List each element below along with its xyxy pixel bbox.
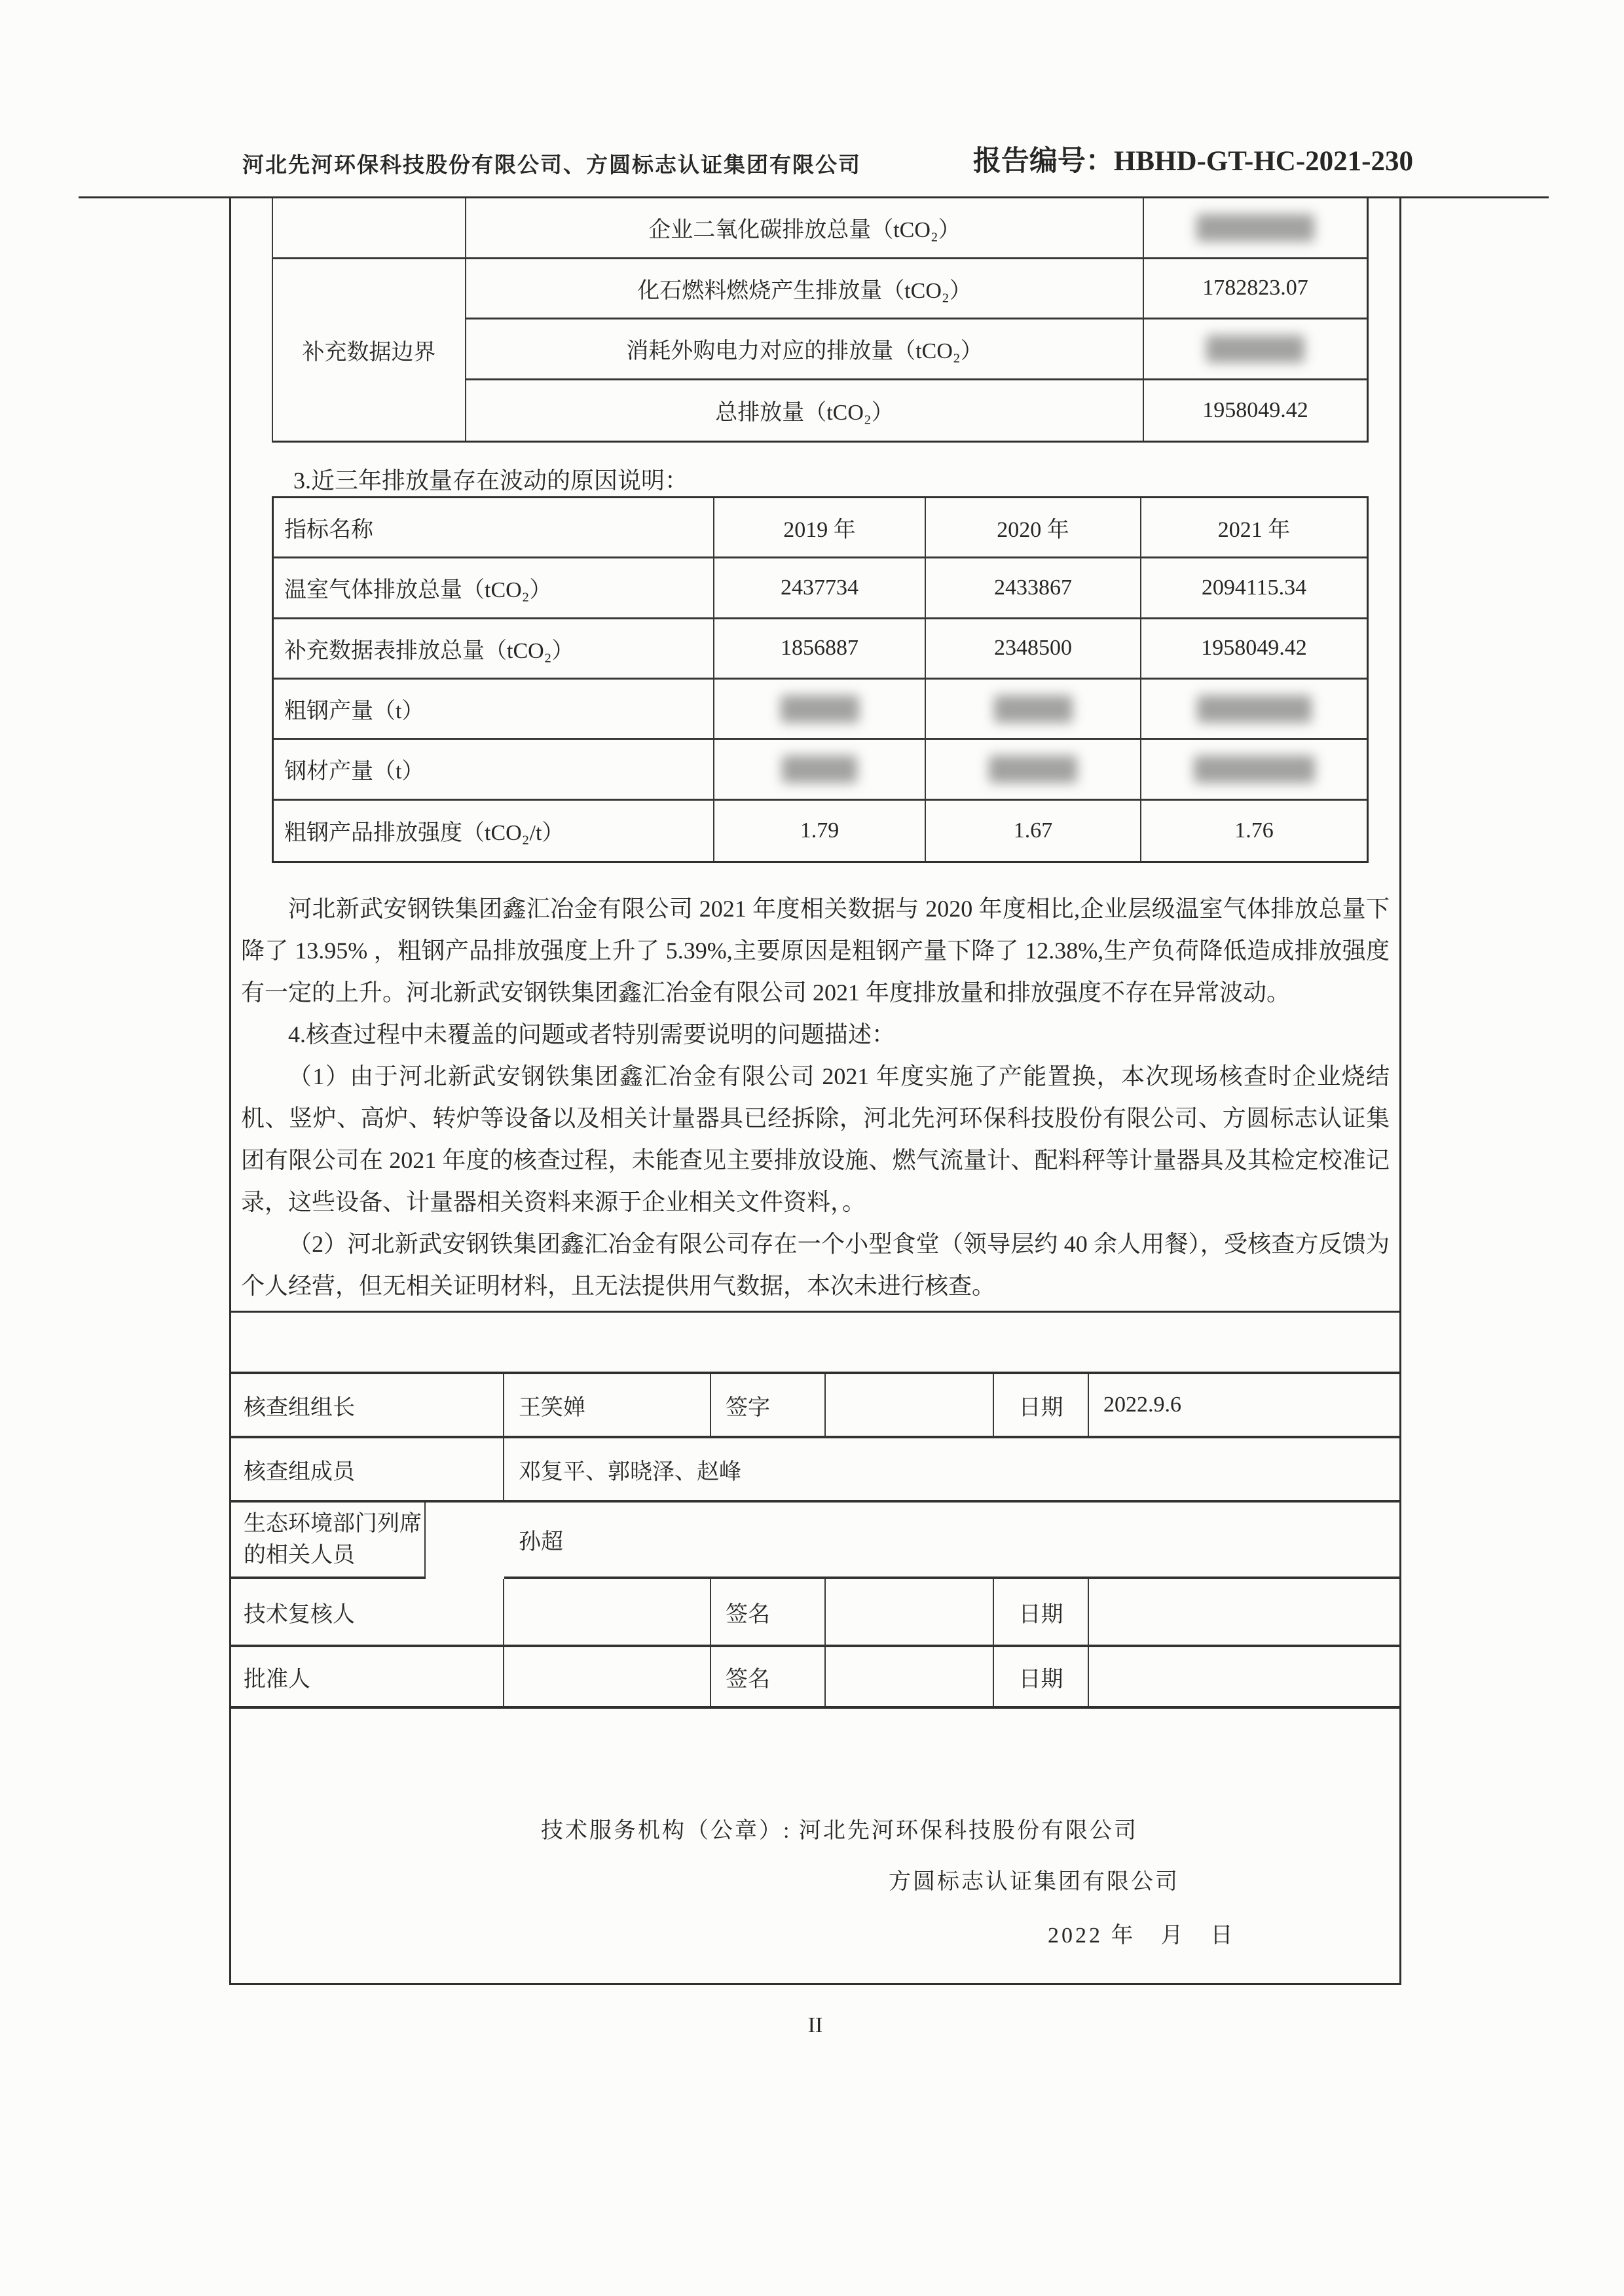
redacted-value <box>1141 680 1367 740</box>
supplement-row-item: 化石燃料燃烧产生排放量（tCO₂） <box>466 259 1144 320</box>
redacted-value <box>926 740 1141 800</box>
date-value: 2022.9.6 <box>1089 1374 1401 1438</box>
redacted-value <box>1144 198 1367 259</box>
sign-label: 签名 <box>711 1647 826 1706</box>
row-label: 补充数据表排放总量（tCO₂） <box>274 619 714 680</box>
row-label: 粗钢产量（t） <box>274 680 714 740</box>
supplement-group-label: 补充数据边界 <box>273 259 466 441</box>
signature-space <box>826 1647 994 1706</box>
date-label: 日期 <box>994 1374 1089 1438</box>
row-label: 钢材产量（t） <box>274 740 714 800</box>
column-header: 2019 年 <box>714 498 926 558</box>
section4-heading: 4.核查过程中未覆盖的问题或者特别需要说明的问题描述： <box>288 1021 896 1048</box>
report-number-value: HBHD-GT-HC-2021-230 <box>1113 146 1413 177</box>
row-value: 2348500 <box>926 619 1141 680</box>
env-dept-value: 孙超 <box>504 1503 1401 1579</box>
row-value: 1856887 <box>714 619 926 680</box>
supplement-row-item: 企业二氧化碳排放总量（tCO₂） <box>466 198 1144 259</box>
redacted-value <box>926 680 1141 740</box>
closing-date-line: 2022 年 月 日 <box>1048 1923 1236 1948</box>
paragraph-item1: （1）由于河北新武安钢铁集团鑫汇冶金有限公司 2021 年度实施了产能置换，本次现场核查时企业烧结机、竖炉、高炉、转炉等设备以及相关计量器具已经拆除，河北先河环保科技股份有限公司、方圆标志认证集团有限公司在 2021 年度的核查过程，未能查见主要排放设施、燃气流量计、配料秤等计量器具及其检定校准记录，这些设备、计量器相关资料来源于企业相关文件资料，。 <box>241 1063 1390 1215</box>
blur-blob <box>1196 214 1314 242</box>
paragraph-comparison: 河北新武安钢铁集团鑫汇冶金有限公司 2021 年度相关数据与 2020 年度相比,企业层级温室气体排放总量下降了 13.95% ，粗钢产品排放强度上升了 5.39%,主要原因是粗钢产量下降了 12.38%,生产负荷降低造成排放强度有一定的上升。河北新武安钢铁集团鑫汇冶金有限公司 2021 年度排放量和排放强度不存在异常波动。 <box>241 896 1390 1006</box>
row-value: 1958049.42 <box>1141 619 1367 680</box>
empty-cell <box>273 198 466 259</box>
env-dept-label: 生态环境部门列席的相关人员 <box>229 1503 426 1579</box>
blur-blob <box>989 756 1077 783</box>
members-value: 邓复平、郭晓泽、赵峰 <box>504 1438 1401 1503</box>
spacer-row-divider <box>229 1311 1401 1313</box>
reviewer-label: 技术复核人 <box>229 1579 504 1647</box>
redacted-value <box>714 740 926 800</box>
blur-blob <box>994 695 1073 723</box>
row-value: 1.79 <box>714 801 926 861</box>
row-value: 2437734 <box>714 558 926 619</box>
row-label: 温室气体排放总量（tCO₂） <box>274 558 714 619</box>
report-number <box>973 139 1413 179</box>
row-value: 1.76 <box>1234 818 1274 843</box>
header-organizations: 河北先河环保科技股份有限公司、方圆标志认证集团有限公司 <box>242 154 861 177</box>
supplement-row-item: 总排放量（tCO₂） <box>466 380 1144 441</box>
leader-label: 核查组组长 <box>229 1374 504 1438</box>
paragraph-item2: （2）河北新武安钢铁集团鑫汇冶金有限公司存在一个小型食堂（领导层约 40 余人用餐），受核查方反馈为个人经营，但无相关证明材料，且无法提供用气数据，本次未进行核查。 <box>241 1231 1390 1299</box>
report-number-label: 报告编号： <box>972 146 1114 177</box>
column-header: 指标名称 <box>274 498 714 558</box>
approver-label: 批准人 <box>229 1647 504 1706</box>
row-value: 1.67 <box>926 801 1141 861</box>
date-label: 日期 <box>994 1579 1089 1647</box>
narrative-block <box>241 888 1390 1307</box>
leader-name: 王笑婵 <box>504 1374 711 1438</box>
date-space <box>1089 1647 1401 1706</box>
members-label: 核查组成员 <box>229 1438 504 1503</box>
blur-blob <box>1197 695 1312 723</box>
supplement-row-value: 1958049.42 <box>1202 397 1308 422</box>
blur-blob <box>782 756 857 783</box>
redacted-value <box>714 680 926 740</box>
column-header: 2020 年 <box>926 498 1141 558</box>
supplement-row-item: 消耗外购电力对应的排放量（tCO₂） <box>466 319 1144 380</box>
signature-space <box>826 1579 994 1647</box>
reviewer-name-space <box>504 1579 711 1647</box>
page-number: II <box>807 2013 823 2037</box>
signature-table <box>229 1372 1401 1709</box>
service-org-line: 技术服务机构（公章）: 河北先河环保科技股份有限公司 <box>541 1819 1138 1843</box>
supplement-data-table <box>272 198 1369 443</box>
sign-label: 签字 <box>711 1374 826 1438</box>
column-header: 2021 年 <box>1141 498 1367 558</box>
date-label: 日期 <box>994 1647 1089 1706</box>
sign-label: 签名 <box>711 1579 826 1647</box>
blur-blob <box>781 695 859 723</box>
redacted-value <box>1141 740 1367 800</box>
supplement-row-value: 1782823.07 <box>1144 259 1367 320</box>
date-space <box>1089 1579 1401 1647</box>
section3-title: 3.近三年排放量存在波动的原因说明： <box>293 467 689 494</box>
service-org-line2: 方圆标志认证集团有限公司 <box>889 1870 1179 1894</box>
fluctuation-table <box>272 496 1369 863</box>
redacted-value <box>1144 319 1367 380</box>
approver-name-space <box>504 1647 711 1706</box>
row-value: 2433867 <box>926 558 1141 619</box>
row-label: 粗钢产品排放强度（tCO₂/t） <box>274 801 714 861</box>
signature-space <box>826 1374 994 1438</box>
blur-blob <box>1194 756 1315 783</box>
blur-blob <box>1206 335 1304 363</box>
row-value: 2094115.34 <box>1141 558 1367 619</box>
